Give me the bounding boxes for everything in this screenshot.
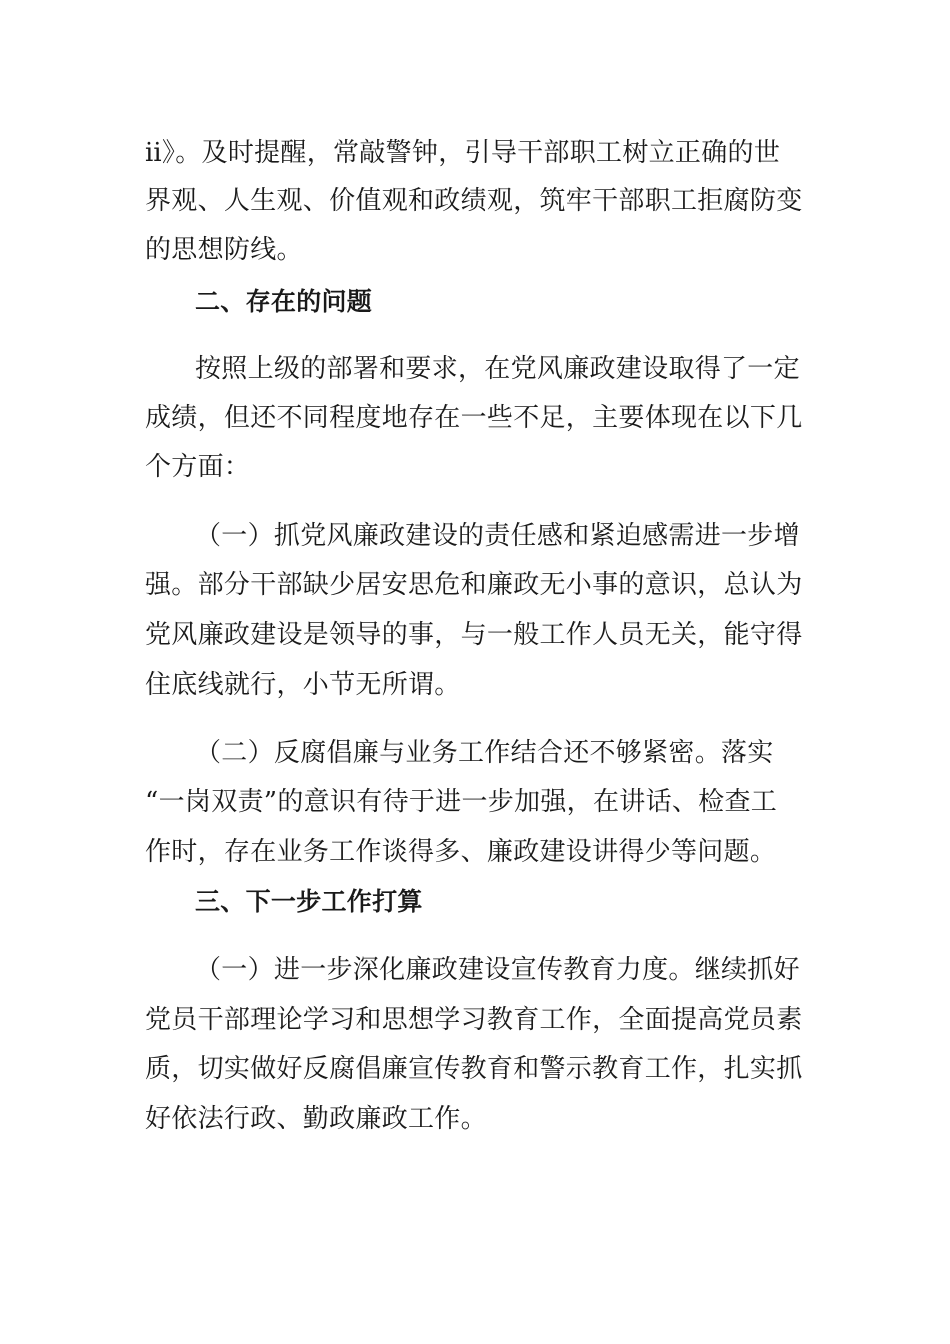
paragraph-line: 作时，存在业务工作谈得多、廉政建设讲得少等问题。 (145, 837, 777, 867)
paragraph-line: 个方面： (145, 452, 251, 482)
paragraph-line: 质，切实做好反腐倡廉宣传教育和警示教育工作，扎实抓 (145, 1054, 803, 1084)
paragraph-line: 的思想防线。 (145, 235, 303, 265)
paragraph-line: 界观、人生观、价值观和政绩观，筑牢干部职工拒腐防变 (145, 186, 803, 216)
paragraph-line: 住底线就行，小节无所谓。 (145, 670, 461, 700)
section-heading-problems: 二、存在的问题 (195, 287, 373, 316)
section-heading-next-steps: 三、下一步工作打算 (195, 887, 423, 916)
paragraph-line: 党员干部理论学习和思想学习教育工作，全面提高党员素 (145, 1005, 803, 1035)
paragraph-line: 按照上级的部署和要求，在党风廉政建设取得了一定 (195, 354, 800, 384)
paragraph-line: 党风廉政建设是领导的事，与一般工作人员无关，能守得 (145, 620, 803, 650)
paragraph-line: 好依法行政、勤政廉政工作。 (145, 1104, 487, 1134)
paragraph-line: （一）抓党风廉政建设的责任感和紧迫感需进一步增 (195, 521, 800, 551)
paragraph-line: 强。部分干部缺少居安思危和廉政无小事的意识，总认为 (145, 570, 803, 600)
paragraph-line: （一）进一步深化廉政建设宣传教育力度。继续抓好 (195, 955, 800, 985)
paragraph-line: “一岗双责”的意识有待于进一步加强，在讲话、检查工 (145, 787, 778, 817)
paragraph-line: （二）反腐倡廉与业务工作结合还不够紧密。落实 (195, 738, 774, 768)
paragraph-line: ⅱ》。及时提醒，常敲警钟，引导干部职工树立正确的世 (145, 138, 781, 168)
paragraph-line: 成绩，但还不同程度地存在一些不足，主要体现在以下几 (145, 403, 803, 433)
